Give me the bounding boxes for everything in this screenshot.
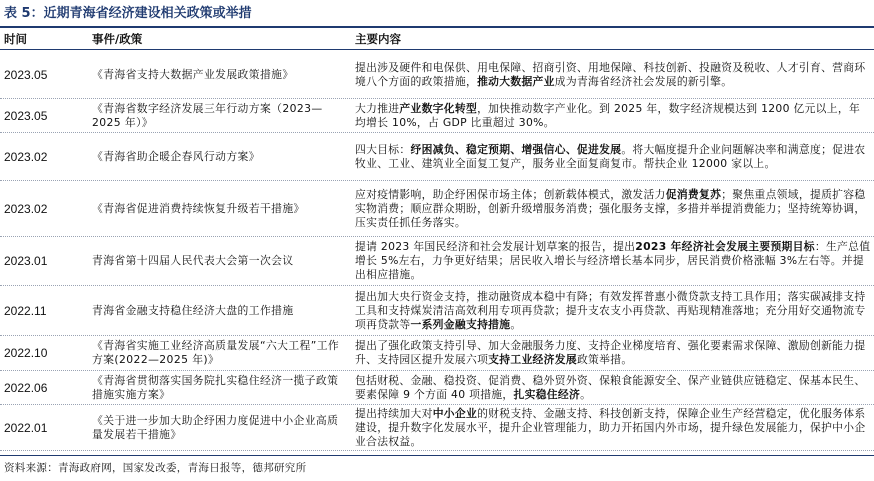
row-date: 2022.11 [4,303,47,318]
header-policy: 事件/政策 [92,32,143,46]
table-row [0,286,874,336]
row-content [355,286,871,335]
content-emphasis: 促消费复苏 [665,187,722,201]
row-policy: 青海省金融支持稳住经济大盘的工作措施 [92,303,294,317]
table-row [0,405,874,451]
header-date: 时间 [4,32,27,46]
row-policy: 《青海省贯彻落实国务院扎实稳住经济一揽子政策措施实施方案》 [92,373,339,401]
content-emphasis: 推动大数据产业 [477,74,555,88]
content-text: 成为青海省经济社会发展的新引擎。 [554,74,733,88]
content-text: 的财税支持、金融支持、科技创新支持，保障企业生产经营稳定，优化服务体系建设，提升数字化发展水平，提升企业管理能力，助力开拓国内外市场，提升绿色发展能力，保护中小企业合法权益。 [355,406,866,448]
content-emphasis: 扎实稳住经济 [513,387,581,401]
row-policy: 青海省第十四届人民代表大会第一次会议 [92,254,294,267]
row-date: 2023.05 [4,108,48,123]
row-date: 2022.01 [4,420,48,435]
content-text: 提出了强化政策支持引导、加大金融服务力度、支持企业梯度培育、强化要素需求保障、激励创新能力提升、支持园区提升发展六项 [355,339,866,366]
content-text: 。 [510,317,522,331]
row-content [355,237,871,285]
content-text: 应对疫情影响，助企纾困保市场主体；创新载体模式，激发活力 [355,187,666,201]
content-text: 政策举措。 [576,353,633,366]
header-rule [0,49,874,50]
row-policy: 《关于进一步加大助企纾困力度促进中小企业高质量发展若干措施》 [92,413,339,441]
content-text: ：生产总值增长 5%左右，力争更好结果；居民收入增长与经济增长基本同步，居民消费价格涨幅 3%左右等。并提出相应措施。 [355,240,871,281]
content-text: ，加快推动数字产业化。到 2025 年，数字经济规模达到 1200 亿元以上，年均增长 10%，占 GDP 比重超过 30%。 [355,101,861,129]
row-content [355,405,871,450]
content-text: 包括财税、金融、稳投资、促消费、稳外贸外资、保粮食能源安全、保产业链供应链稳定、保基本民生、要素保障 9 个方面 40 项措施， [355,373,866,401]
content-text: 提出持续加大对 [355,406,433,420]
table-title: 表 5：近期青海省经济建设相关政策或举措 [4,6,252,21]
row-policy: 《青海省实施工业经济高质量发展“六大工程”工作方案(2022—2025 年)》 [92,339,340,366]
content-emphasis: 2023 年经济社会发展主要预期目标 [635,240,815,253]
row-date: 2022.10 [4,346,48,360]
row-content [355,99,871,132]
table-bottom-rule [0,455,874,456]
row-policy: 《青海省支持大数据产业发展政策措施》 [92,67,294,81]
content-text: 提出涉及硬件和电保供、用电保障、招商引资、用地保障、科技创新、投融资及税收、人才引育、营商环境八个方面的政策措施， [355,60,866,88]
content-emphasis: 纾困减负、稳定预期、增强信心、促进发展 [410,142,622,156]
content-emphasis: 产业数字化转型 [399,101,478,115]
content-emphasis: 支持工业经济发展 [488,353,577,366]
table-row [0,133,874,181]
source-note: 资料来源：青海政府网，国家发改委，青海日报等，德邦研究所 [4,462,307,474]
content-text: ；聚焦重点领域，提质扩容稳实物消费；顺应群众期盼，创新升级增服务消费；强化服务支撑，多措并举提消费能力；坚持统筹协调，压实责任抓任务落实。 [355,187,866,229]
content-text: 提出加大央行资金支持，推动融资成本稳中有降；有效发挥普惠小微贷款支持工具作用；落实碳减排支持工具和支持煤炭清洁高效利用专项再贷款；提升支农支小再贷款、再贴现精准落地；充分用好交通物流专项再贷款等 [355,289,866,331]
row-content [355,181,871,236]
content-text: 。将大幅度提升企业问题解决率和满意度；促进农牧业、工业、建筑业全面复工复产，服务业全面复商复市。帮扶企业 12000 家以上。 [355,142,866,170]
row-content [355,336,871,370]
content-emphasis: 中小企业 [432,406,478,420]
row-policy: 《青海省数字经济发展三年行动方案（2023—2025 年）》 [92,101,323,129]
table-row [0,51,874,99]
table-row [0,181,874,237]
row-content [355,133,871,180]
row-date: 2023.02 [4,201,48,216]
row-date: 2023.02 [4,149,48,164]
row-date: 2023.05 [4,67,48,82]
table-row [0,237,874,286]
table-row [0,336,874,371]
header-content: 主要内容 [355,32,401,46]
row-content [355,371,871,404]
row-date: 2023.01 [4,254,48,268]
content-emphasis: 一系列金融支持措施 [410,317,511,331]
row-policy: 《青海省助企暖企春风行动方案》 [92,149,260,163]
row-policy: 《青海省促进消费持续恢复升级若干措施》 [92,201,305,215]
row-date: 2022.06 [4,380,48,395]
content-text: 四大目标： [355,142,411,156]
table-row [0,371,874,405]
table-header [0,27,874,49]
content-text: 提请 2023 年国民经济和社会发展计划草案的报告，提出 [355,240,636,253]
content-text: 大力推进 [355,101,400,115]
row-content [355,51,871,98]
table-row [0,99,874,133]
content-text: 。 [580,387,592,401]
